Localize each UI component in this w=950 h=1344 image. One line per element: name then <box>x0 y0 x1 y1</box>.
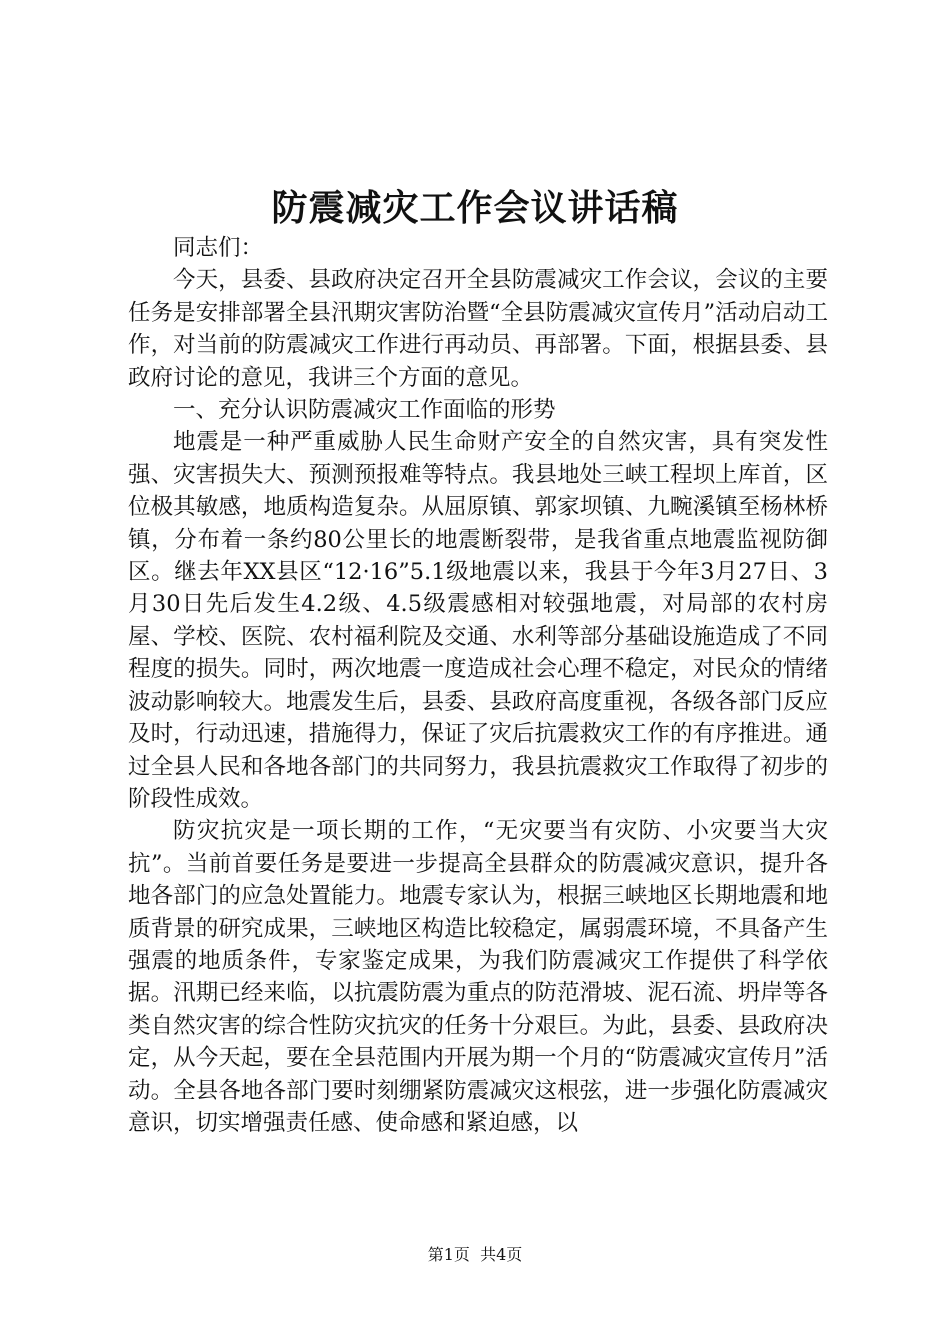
document-title: 防震减灾工作会议讲话稿 <box>271 187 679 229</box>
salutation: 同志们： <box>173 235 264 261</box>
paragraph-prevention: 防灾抗灾是一项长期的工作，“无灾要当有灾防、小灾要当大灾抗”。当前首要任务是要进一步提高全县群众的防震减灾意识，提升各地各部门的应急处置能力。地震专家认为，根据三峡地区长期地震和地质背景的研究成果，三峡地区构造比较稳定，属弱震环境，不具备产生强震的地质条件，专家鉴定成果，为我们防震减灾工作提供了科学依据。汛期已经来临，以抗震防震为重点的防范滑坡、泥石流、坍岸等各类自然灾害的综合性防灾抗灾的任务十分艰巨。为此，县委、县政府决定，从今天起，要在全县范围内开展为期一个月的“防震减灾宣传月”活动。全县各地各部门要时刻绷紧防震减灾这根弦，进一步强化防震减灾意识，切实增强责任感、使命感和紧迫感，以 <box>128 818 828 1136</box>
page-total: 共4页 <box>480 1245 523 1264</box>
paragraph-intro: 今天，县委、县政府决定召开全县防震减灾工作会议，会议的主要任务是安排部署全县汛期灾害防治暨“全县防震减灾宣传月”活动启动工作，对当前的防震减灾工作进行再动员、再部署。下面，根据县委、县政府讨论的意见，我讲三个方面的意见。 <box>128 267 828 391</box>
paragraph-earthquake: 地震是一种严重威胁人民生命财产安全的自然灾害，具有突发性强、灾害损失大、预测预报难等特点。我县地处三峡工程坝上库首，区位极其敏感，地质构造复杂。从屈原镇、郭家坝镇、九畹溪镇至杨林桥镇，分布着一条约80公里长的地震断裂带，是我省重点地震监视防御区。继去年XX县区“12·16”5.1级地震以来，我县于今年3月27日、3月30日先后发生4.2级、4.5级震感相对较强地震，对局部的农村房屋、学校、医院、农村福利院及交通、水利等部分基础设施造成了不同程度的损失。同时，两次地震一度造成社会心理不稳定，对民众的情绪波动影响较大。地震发生后，县委、县政府高度重视，各级各部门反应及时，行动迅速，措施得力，保证了灾后抗震救灾工作的有序推进。通过全县人民和各地各部门的共同努力，我县抗震救灾工作取得了初步的阶段性成效。 <box>128 429 828 812</box>
document-body <box>128 232 828 1139</box>
page-number: 第1页 <box>427 1245 470 1264</box>
section-heading: 一、充分认识防震减灾工作面临的形势 <box>173 397 556 424</box>
page-footer <box>0 1244 950 1266</box>
